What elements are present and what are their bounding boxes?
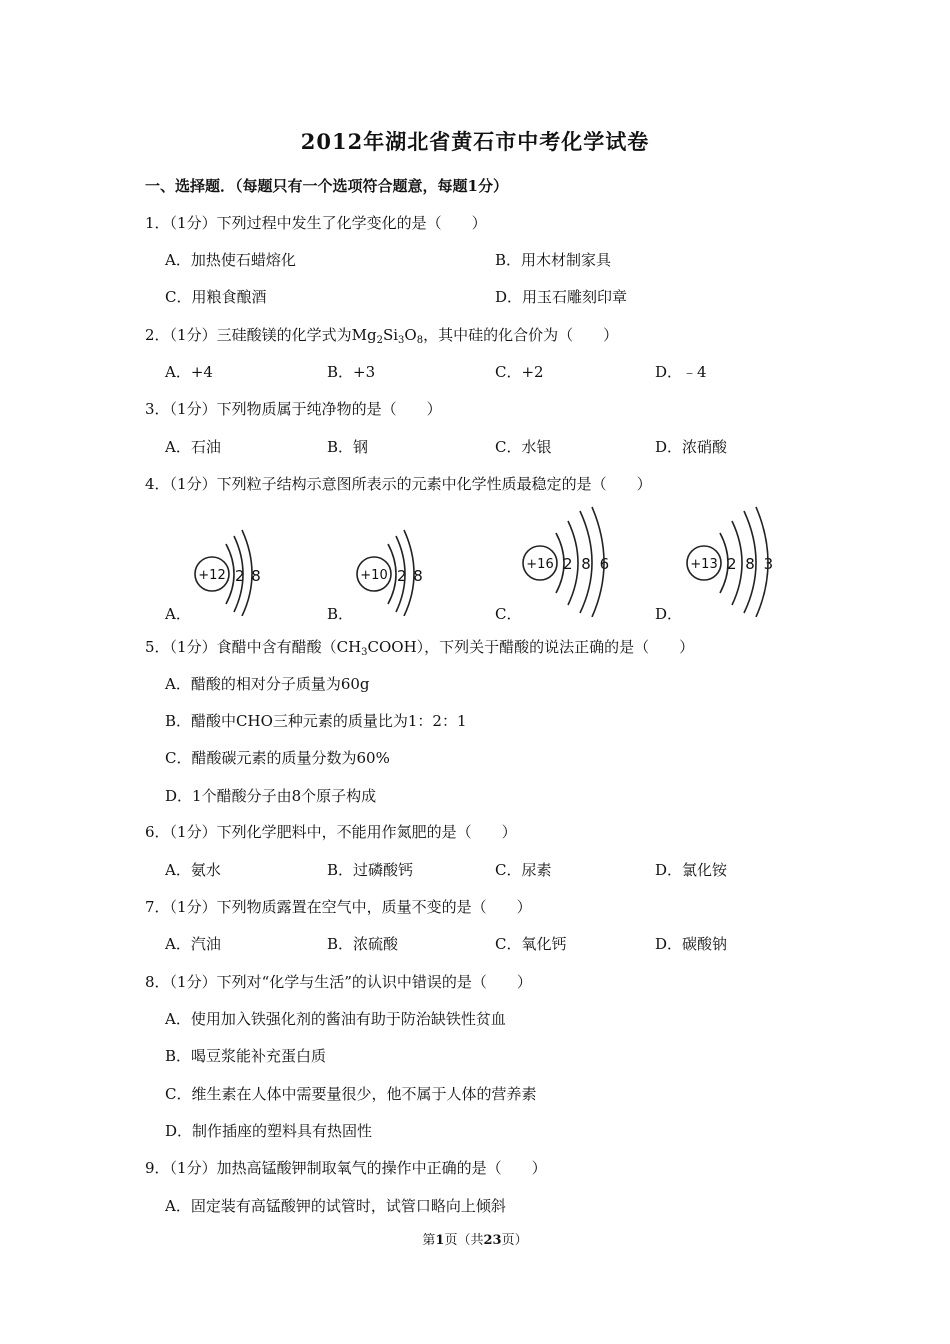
question-8-option-d[interactable]: D．制作插座的塑料具有热固性 [165,1122,373,1140]
question-8-option-b[interactable]: B．喝豆浆能补充蛋白质 [165,1047,327,1065]
question-3-stem: 3．（1分）下列物质属于纯净物的是（ ） [145,400,442,418]
page-title: 2012年湖北省黄石市中考化学试卷 [300,129,650,154]
question-4-stem: 4．（1分）下列粒子结构示意图所表示的元素中化学性质最稳定的是（ ） [145,475,652,493]
question-6-option-b[interactable]: B．过磷酸钙 [327,861,414,879]
atom-diagram-b [352,528,432,616]
question-2-option-b[interactable]: B．+3 [327,363,376,381]
svg-text:2 8 6: 2 8 6 [563,555,612,573]
question-5-stem: 5．（1分）食醋中含有醋酸$(CH_3COOH)$，下列关于醋酸的说法正确的是（ ） [145,638,695,658]
question-7-stem: 7．（1分）下列物质露置在空气中，质量不变的是（ ） [145,898,532,916]
question-4-option-c[interactable]: C． [495,605,522,623]
question-4-option-b[interactable]: B． [327,605,354,623]
question-9-option-a[interactable]: A．固定装有高锰酸钾的试管时，试管口略向上倾斜 [165,1197,506,1215]
svg-text:+13: +13 [690,557,718,572]
question-4-option-a[interactable]: A． [165,605,191,623]
question-2-option-d[interactable]: D．﹣4 [655,363,707,381]
question-2-option-a[interactable]: A．+4 [165,363,213,381]
question-7-option-c[interactable]: C．氧化钙 [495,935,567,953]
question-7-option-a[interactable]: A．汽油 [165,935,221,953]
question-5-option-a[interactable]: A．醋酸的相对分子质量为60g [165,675,370,693]
question-6-stem: 6．（1分）下列化学肥料中，不能用作氮肥的是（ ） [145,823,517,841]
question-1-option-c[interactable]: C．用粮食酿酒 [165,288,267,306]
question-3-option-b[interactable]: B．钢 [327,438,369,456]
svg-text:+16: +16 [526,557,554,572]
question-4-option-d[interactable]: D． [655,605,683,623]
question-3-option-d[interactable]: D．浓硝酸 [655,438,728,456]
question-6-option-a[interactable]: A．氨水 [165,861,221,879]
page-footer: 第1页（共23页） [422,1233,528,1248]
question-3-option-a[interactable]: A．石油 [165,438,221,456]
question-5-option-d[interactable]: D．1个醋酸分子由8个原子构成 [165,787,377,805]
page-total: 23 [483,1233,502,1248]
page-number: 1 [435,1233,445,1248]
question-3-option-c[interactable]: C．水银 [495,438,552,456]
svg-text:2 8 3: 2 8 3 [727,555,776,573]
question-7-option-d[interactable]: D．碳酸钠 [655,935,728,953]
question-6-option-c[interactable]: C．尿素 [495,861,552,879]
question-7-option-b[interactable]: B．浓硫酸 [327,935,399,953]
question-5-option-b[interactable]: B．醋酸中CHO三种元素的质量比为1：2：1 [165,712,467,730]
svg-text:+10: +10 [360,568,388,583]
question-8-option-c[interactable]: C．维生素在人体中需要量很少，他不属于人体的营养素 [165,1085,537,1103]
question-5-option-c[interactable]: C．醋酸碳元素的质量分数为60% [165,749,390,767]
svg-text:2 8: 2 8 [235,567,262,585]
question-8-option-a[interactable]: A．使用加入铁强化剂的酱油有助于防治缺铁性贫血 [165,1010,506,1028]
question-6-option-d[interactable]: D．氯化铵 [655,861,728,879]
question-1-option-d[interactable]: D．用玉石雕刻印章 [495,288,628,306]
svg-text:+12: +12 [198,568,226,583]
atom-diagram-c [518,505,618,617]
svg-text:2 8: 2 8 [397,567,424,585]
question-1-option-b[interactable]: B．用木材制家具 [495,251,612,269]
question-9-stem: 9．（1分）加热高锰酸钾制取氧气的操作中正确的是（ ） [145,1159,547,1177]
section-heading: 一、选择题．（每题只有一个选项符合题意，每题1分） [145,177,508,195]
question-8-stem: 8．（1分）下列对“化学与生活”的认识中错误的是（ ） [145,973,532,991]
question-1-option-a[interactable]: A．加热使石蜡熔化 [165,251,296,269]
question-2-stem: 2．（1分）三硅酸镁的化学式为$Mg_2Si_3O_8$，其中硅的化合价为（ ） [145,326,619,346]
atom-diagram-d [682,505,782,617]
question-1-stem: 1．（1分）下列过程中发生了化学变化的是（ ） [145,214,487,232]
question-2-option-c[interactable]: C．+2 [495,363,544,381]
atom-diagram-a [190,528,270,616]
